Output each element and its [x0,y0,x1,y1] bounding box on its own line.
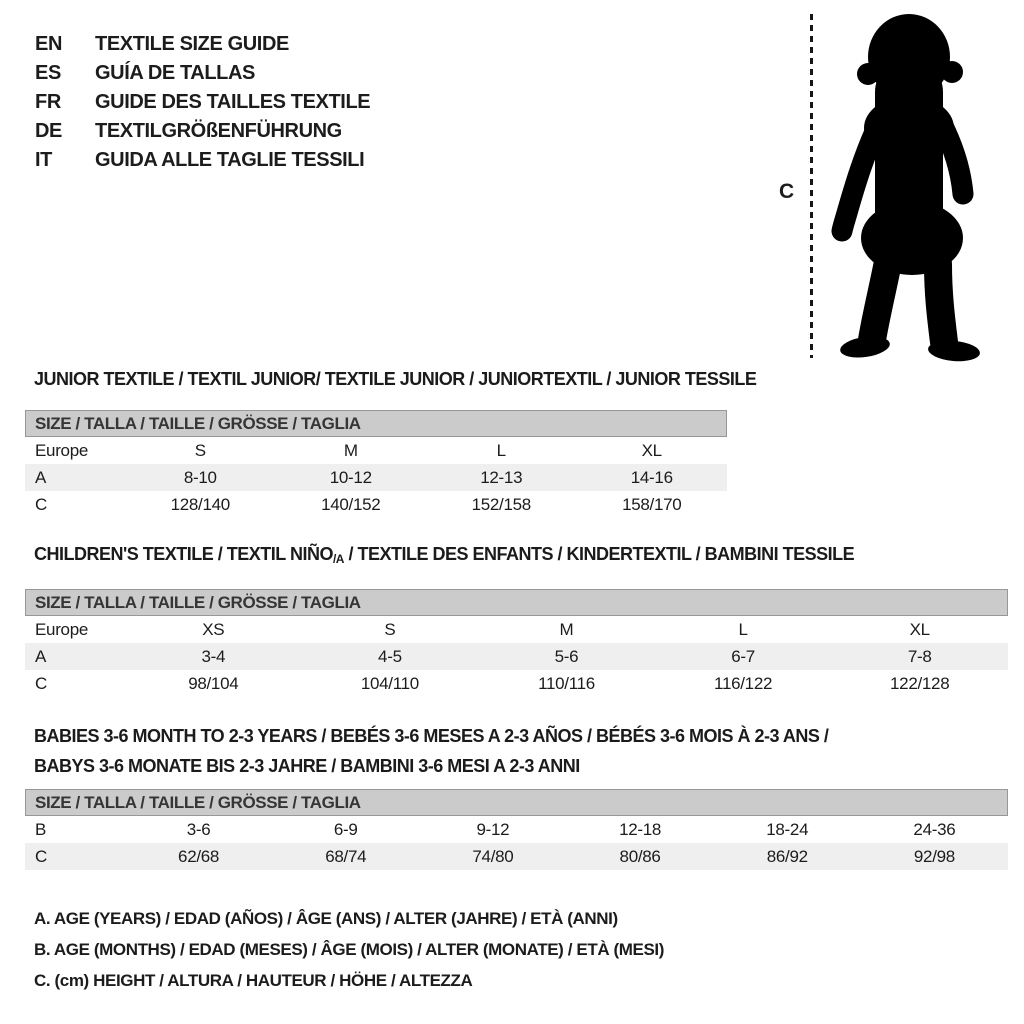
age-cell: 10-12 [329,467,372,487]
language-code: IT [35,149,52,171]
height-cell: 86/92 [766,846,808,866]
table-row [25,616,1008,643]
toddler-silhouette-image [822,10,1000,362]
size-cell: L [496,440,506,460]
language-row-fr [35,88,370,117]
children-heading-subscript: /A [332,552,344,566]
age-cell: 24-36 [913,819,956,839]
babies-size-table [25,789,1008,870]
age-cell: 3-4 [201,646,226,666]
row-label: Europe [35,619,89,639]
junior-size-table [25,410,727,518]
age-cell: 18-24 [766,819,809,839]
age-cell: 12-13 [480,467,523,487]
size-cell: L [738,619,748,639]
age-cell: 4-5 [378,646,402,666]
height-cell: 110/116 [538,673,595,693]
table-row [25,437,727,464]
babies-heading-line2: BABYS 3-6 MONATE BIS 2-3 JAHRE / BAMBINI 3-6 MESI A 2-3 ANNI [34,756,580,776]
height-cell: 152/158 [471,494,531,514]
language-code: ES [35,62,61,84]
table-row [25,670,1008,697]
language-code: FR [35,91,61,113]
row-label: A [35,467,47,487]
size-cell: S [194,440,206,460]
footnote-b: B. AGE (MONTHS) / EDAD (MESES) / ÂGE (MOIS) / ALTER (MONATE) / ETÀ (MESI) [34,940,664,959]
height-cell: 116/122 [714,673,773,693]
size-cell: XS [202,619,225,639]
row-label: Europe [35,440,89,460]
footnote-c: C. (cm) HEIGHT / ALTURA / HAUTEUR / HÖHE / ALTEZZA [34,971,473,990]
row-label: A [35,646,47,666]
height-marker-label: C [779,180,795,203]
age-cell: 8-10 [183,467,217,487]
footnotes [34,903,664,996]
size-cell: M [559,619,574,639]
language-title: TEXTILGRÖßENFÜHRUNG [95,120,342,142]
age-cell: 5-6 [554,646,579,666]
table-row [25,843,1008,870]
age-cell: 3-6 [186,819,211,839]
language-title: TEXTILE SIZE GUIDE [95,33,289,55]
children-heading-post: / TEXTILE DES ENFANTS / KINDERTEXTIL / BAMBINI TESSILE [343,544,855,564]
height-cell: 80/86 [619,846,661,866]
language-title: GUIDA ALLE TAGLIE TESSILI [95,149,365,171]
row-label: B [35,819,47,839]
age-cell: 9-12 [476,819,510,839]
height-cell: 74/80 [472,846,514,866]
table-row [25,816,1008,843]
table-row [25,464,727,491]
language-title: GUIDE DES TAILLES TEXTILE [95,91,371,113]
language-row-it [35,146,370,175]
language-title: GUÍA DE TALLAS [95,62,255,84]
language-row-de [35,117,370,146]
language-row-en [35,30,370,59]
size-table-header: SIZE / TALLA / TAILLE / GRÖSSE / TAGLIA [25,789,1008,816]
size-cell: XL [641,440,662,460]
height-cell: 128/140 [170,494,230,514]
height-cell: 92/98 [913,846,955,866]
table-row [25,643,1008,670]
height-cell: 104/110 [360,673,419,693]
size-table-header: SIZE / TALLA / TAILLE / GRÖSSE / TAGLIA [25,589,1008,616]
children-heading-pre: CHILDREN'S TEXTILE / TEXTIL NIÑO [34,544,333,564]
children-section-heading [34,544,854,565]
language-code: EN [35,33,62,55]
age-cell: 7-8 [907,646,932,666]
language-list [35,30,370,175]
footnote-a: A. AGE (YEARS) / EDAD (AÑOS) / ÂGE (ANS) / ALTER (JAHRE) / ETÀ (ANNI) [34,909,618,928]
height-cell: 140/152 [321,494,381,514]
table-row [25,491,727,518]
height-cell: 62/68 [178,846,220,866]
size-table-header: SIZE / TALLA / TAILLE / GRÖSSE / TAGLIA [25,410,727,437]
size-cell: S [384,619,396,639]
junior-section-heading: JUNIOR TEXTILE / TEXTIL JUNIOR/ TEXTILE JUNIOR / JUNIORTEXTIL / JUNIOR TESSILE [34,369,757,389]
language-code: DE [35,120,62,142]
age-cell: 6-9 [333,819,358,839]
row-label: C [35,494,47,514]
age-cell: 6-7 [731,646,755,666]
babies-section-heading [34,721,828,781]
height-cell: 98/104 [188,673,239,693]
size-cell: XL [909,619,930,639]
height-dotted-line [810,14,813,358]
children-size-table [25,589,1008,697]
babies-heading-line1: BABIES 3-6 MONTH TO 2-3 YEARS / BEBÉS 3-6 MESES A 2-3 AÑOS / BÉBÉS 3-6 MOIS À 2-3 ANS / [34,726,829,746]
row-label: C [35,673,47,693]
height-cell: 68/74 [325,846,367,866]
language-row-es [35,59,370,88]
age-cell: 12-18 [619,819,662,839]
row-label: C [35,846,47,866]
age-cell: 14-16 [630,467,673,487]
height-cell: 122/128 [890,673,950,693]
height-cell: 158/170 [622,494,682,514]
size-cell: M [343,440,358,460]
